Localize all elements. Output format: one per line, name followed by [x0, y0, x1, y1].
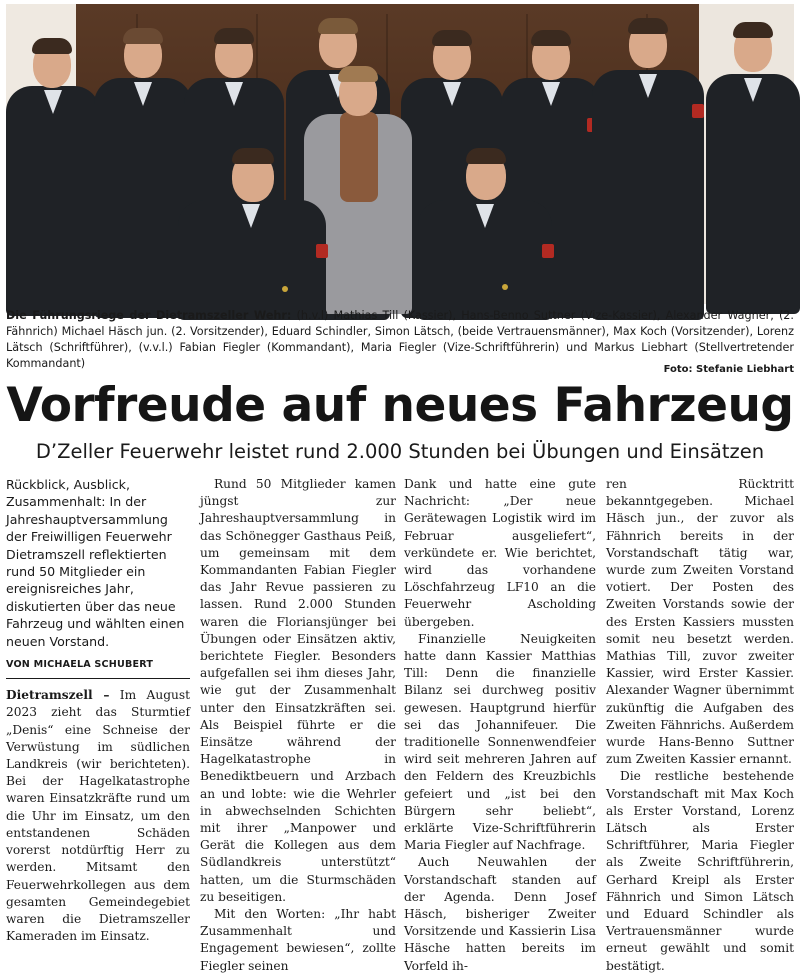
group-photo [6, 4, 794, 304]
article-paragraph: Auch Neuwahlen der Vorstandschaft standen auf der Agenda. Denn Josef Häsch, bisheriger Zweiter Vorsitzende und Kassierin Lisa Häsche hatten bereits im Vorfeld ih- [404, 855, 596, 973]
article-column-1 [6, 476, 190, 945]
article-paragraph [6, 687, 190, 945]
photo-credit: Foto: Stefanie Liebhart [663, 364, 794, 375]
article-column-2 [200, 476, 396, 975]
article-subheadline: D’Zeller Feuerwehr leistet rund 2.000 Stunden bei Übungen und Einsätzen [35, 440, 765, 463]
article-paragraph-text: Im August 2023 zieht das Sturmtief „Denis“ eine Schneise der Verwüstung im südlichen Landkreis (wir berichteten). Bei der Hagelkatastrophe waren Einsatzkräfte rund um die Uhr im Einsatz, um den entstandenen Schäden vorerst notdürftig Herr zu werden. Mitsamt den Feuerwehrkollegen aus dem gesamten Gemeindegebiet waren die Dietramszeller Kameraden im Einsatz. [6, 688, 190, 944]
article-headline: Vorfreude auf neues Fahrzeug [6, 378, 794, 433]
caption-lead: Die Führungsriege der Dietramszeller Wehr: [6, 309, 292, 322]
article-column-4 [606, 476, 794, 975]
caption-text: (h.v.l) Mathias Till (Kassier), Hans-Benno Suttner (Vize-Kassier), Alexander Wagner, (2. Fähnrich) Michael Häsch jun. (2. Vorsitzender), Eduard Schindler, Simon Lätsch, (beide Vertrauensmänner), Max Koch (Vorsitzender), Lorenz Lätsch (Schriftführer), (v.v.l.) Fabian Fiegler (Kommandant), Maria Fiegler (Vize-Schriftführerin) und Markus Liebhart (Stellvertretender Kommandant) [6, 309, 794, 370]
article-paragraph: Dank und hatte eine gute Nachricht: „Der neue Gerätewagen Logistik wird im Februar ausgeliefert“, verkündete er. Wie berichtet, wird das vorhandene Löschfahrzeug LF10 an die Feuerwehr Ascholding übergeben. [404, 477, 596, 629]
article-paragraph: Mit den Worten: „Ihr habt Zusammenhalt und Engagement bewiesen“, zollte Fiegler seinen [200, 907, 396, 973]
article-paragraph: Rund 50 Mitglieder kamen jüngst zur Jahreshauptversammlung in das Schönegger Gasthaus Peiß, um gemeinsam mit dem Kommandanten Fabian Fiegler das Jahr Revue passieren zu lassen. Rund 2.000 Stunden waren die Floriansjünger bei Übungen oder Einsätzen aktiv, berichtete Fiegler. Besonders aufgefallen sei ihm dieses Jahr, wie gut der Zusammenhalt unter den Einsatzkräften sei. Als Beispiel führte er die Einsätze während der Hagelkatastrophe in Benediktbeuern und Arzbach an und lobte: wie die Wehrler in abwechselnden Schichten mit ihrer „Manpower und Gerät die Kollegen aus dem Südlandkreis unterstützt“ hatten, um die Sturmschäden zu beseitigen. [200, 477, 396, 904]
article-column-3 [404, 476, 596, 975]
article-paragraph: Finanzielle Neuigkeiten hatte dann Kassier Matthias Till: Denn die finanzielle Bilanz sei durchweg positiv gewesen. Hauptgrund hierfür sei das Johannifeuer. Die traditionelle Sonnenwendfeier wird seit mehreren Jahren auf den Feldern des Kreuzbichls gefeiert und „ist bei den Bürgern sehr beliebt“, erklärte Vize-Schriftführerin Maria Fiegler auf Nachfrage. [404, 631, 596, 853]
article-byline: VON MICHAELA SCHUBERT [6, 656, 190, 679]
article-paragraph: ren Rücktritt bekanntgegeben. Michael Häsch jun., der zuvor als Fähnrich bereits in der Vorstandschaft tätig war, wurde zum Zweiten Vorstand votiert. Der Posten des Zweiten Vorstands sowie der des Ersten Kassiers mussten somit neu besetzt werden. Mathias Till, zuvor zweiter Kassier, wird Erster Kassier. Alexander Wagner übernimmt zukünftig die Aufgaben des Zweiten Fähnrichs. Außerdem wurde Hans-Benno Suttner zum Zweiten Kassier ernannt. [606, 477, 794, 767]
article-paragraph: Die restliche bestehende Vorstandschaft mit Max Koch als Erster Vorstand, Lorenz Lätsch als Erster Schriftführer, Maria Fiegler als Zweite Schriftführerin, Gerhard Kreipl als Erster Fähnrich und Simon Lätsch und Eduard Schindler als Vertrauensmänner wurde erneut gewählt und somit bestätigt. [606, 769, 794, 973]
article-dateline: Dietramszell – [6, 688, 110, 703]
article-lede: Rückblick, Ausblick, Zusammenhalt: In der Jahreshauptversammlung der Freiwilligen Feuerwehr Dietramszell reflektierten rund 50 Mitglieder ein ereignisreiches Jahr, diskutierten über das neue Fahrzeug und wählten einen neuen Vorstand. [6, 477, 185, 649]
photo-caption [6, 308, 794, 372]
